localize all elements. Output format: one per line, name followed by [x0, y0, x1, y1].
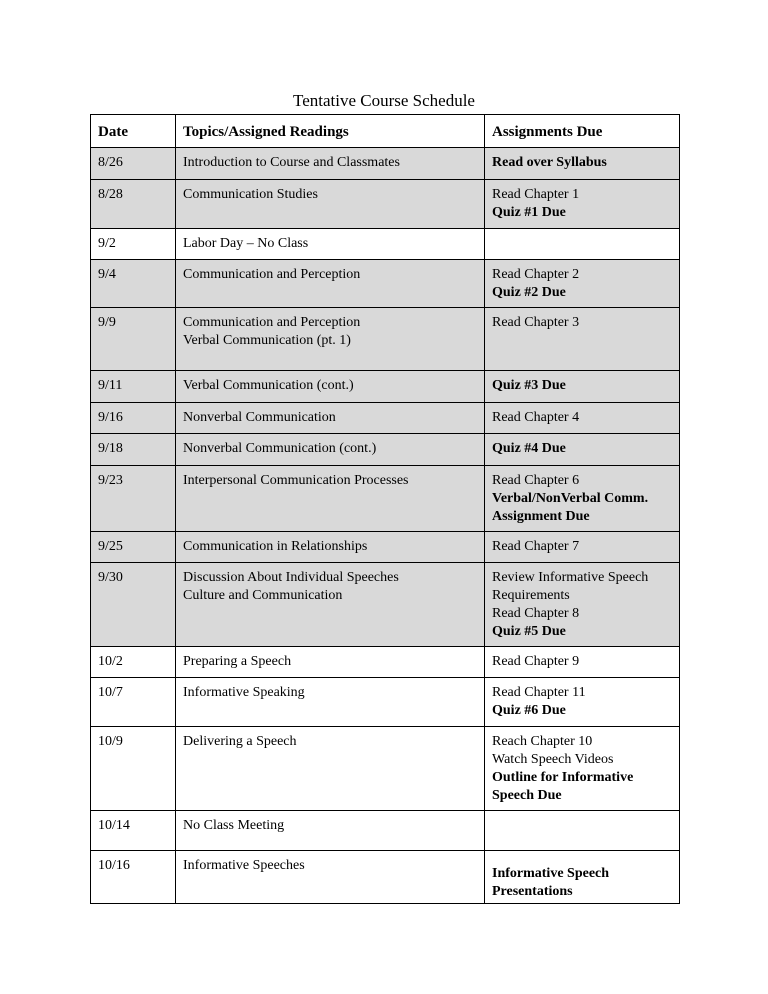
topic-line: Labor Day – No Class	[183, 236, 309, 251]
topics-cell	[176, 229, 485, 260]
assignment-line: Read Chapter 4	[492, 410, 580, 425]
date-cell: 9/16	[91, 403, 176, 434]
assignments-cell	[485, 851, 680, 904]
date-cell: 10/9	[91, 727, 176, 811]
topics-cell	[176, 851, 485, 904]
table-row	[91, 466, 680, 532]
assignment-line: Quiz #3 Due	[492, 378, 566, 393]
topic-line: Nonverbal Communication (cont.)	[183, 441, 377, 456]
date-cell: 9/11	[91, 371, 176, 403]
assignment-line: Watch Speech Videos	[492, 752, 614, 767]
assignments-cell	[485, 532, 680, 563]
assignments-cell	[485, 563, 680, 647]
assignments-cell	[485, 434, 680, 466]
topics-cell	[176, 647, 485, 678]
assignment-line: Speech Due	[492, 788, 562, 803]
topics-cell	[176, 371, 485, 403]
table-row	[91, 148, 680, 180]
header-assignments: Assignments Due	[485, 115, 680, 148]
topic-line: Communication and Perception	[183, 315, 361, 330]
page-title: Tentative Course Schedule	[293, 91, 475, 110]
topic-line: Verbal Communication (pt. 1)	[183, 333, 351, 348]
table-row	[91, 811, 680, 851]
date-cell: 10/14	[91, 811, 176, 851]
assignment-line: Assignment Due	[492, 509, 590, 524]
topic-line: Delivering a Speech	[183, 734, 297, 749]
table-row	[91, 180, 680, 229]
topic-line: Preparing a Speech	[183, 654, 292, 669]
assignments-cell	[485, 466, 680, 532]
date-cell: 10/16	[91, 851, 176, 904]
table-row	[91, 403, 680, 434]
schedule-body	[91, 148, 680, 904]
topic-line: Discussion About Individual Speeches	[183, 570, 399, 585]
topic-line: Communication in Relationships	[183, 539, 368, 554]
date-cell: 8/28	[91, 180, 176, 229]
assignments-cell	[485, 678, 680, 727]
date-cell: 9/25	[91, 532, 176, 563]
assignment-line: Presentations	[492, 884, 573, 899]
assignments-cell	[485, 148, 680, 180]
assignment-line: Quiz #4 Due	[492, 441, 566, 456]
date-cell: 9/9	[91, 308, 176, 371]
topics-cell	[176, 678, 485, 727]
assignment-line: Read Chapter 3	[492, 315, 580, 330]
topic-line: Nonverbal Communication	[183, 410, 336, 425]
topic-line: No Class Meeting	[183, 818, 285, 833]
date-cell: 8/26	[91, 148, 176, 180]
table-row	[91, 229, 680, 260]
date-cell: 9/4	[91, 260, 176, 308]
assignment-line: Quiz #6 Due	[492, 703, 566, 718]
assignments-cell	[485, 647, 680, 678]
assignment-line: Read Chapter 6	[492, 473, 580, 488]
topic-line: Culture and Communication	[183, 588, 343, 603]
topic-line: Communication Studies	[183, 187, 318, 202]
topics-cell	[176, 308, 485, 371]
table-row	[91, 563, 680, 647]
assignment-line: Read Chapter 8	[492, 606, 580, 621]
date-cell: 9/23	[91, 466, 176, 532]
table-row	[91, 727, 680, 811]
table-row	[91, 678, 680, 727]
assignment-line: Quiz #1 Due	[492, 205, 566, 220]
table-row	[91, 371, 680, 403]
assignments-cell	[485, 229, 680, 260]
date-cell: 10/7	[91, 678, 176, 727]
topics-cell	[176, 434, 485, 466]
topic-line: Introduction to Course and Classmates	[183, 155, 400, 170]
assignment-line: Read Chapter 2	[492, 267, 580, 282]
assignments-cell	[485, 180, 680, 229]
assignment-line: Read Chapter 11	[492, 685, 586, 700]
topics-cell	[176, 260, 485, 308]
header-topics: Topics/Assigned Readings	[176, 115, 485, 148]
assignment-line: Read Chapter 7	[492, 539, 580, 554]
table-row	[91, 434, 680, 466]
date-cell: 9/30	[91, 563, 176, 647]
assignment-line: Read Chapter 9	[492, 654, 580, 669]
assignment-line: Quiz #2 Due	[492, 285, 566, 300]
topics-cell	[176, 727, 485, 811]
header-date: Date	[91, 115, 176, 148]
assignment-line: Quiz #5 Due	[492, 624, 566, 639]
assignment-line: Verbal/NonVerbal Comm.	[492, 491, 649, 506]
assignments-cell	[485, 811, 680, 851]
assignment-line: Informative Speech	[492, 866, 610, 881]
table-row	[91, 647, 680, 678]
assignment-line: Read over Syllabus	[492, 155, 607, 170]
topics-cell	[176, 811, 485, 851]
topic-line: Interpersonal Communication Processes	[183, 473, 409, 488]
date-cell: 9/18	[91, 434, 176, 466]
assignment-line: Requirements	[492, 588, 570, 603]
date-cell: 10/2	[91, 647, 176, 678]
topics-cell	[176, 403, 485, 434]
table-row	[91, 851, 680, 904]
assignment-line: Review Informative Speech	[492, 570, 649, 585]
assignments-cell	[485, 260, 680, 308]
topics-cell	[176, 148, 485, 180]
header-row	[91, 115, 680, 148]
assignments-cell	[485, 371, 680, 403]
assignments-cell	[485, 308, 680, 371]
assignments-cell	[485, 403, 680, 434]
topics-cell	[176, 532, 485, 563]
topics-cell	[176, 563, 485, 647]
date-cell: 9/2	[91, 229, 176, 260]
assignment-line: Outline for Informative	[492, 770, 634, 785]
table-row	[91, 532, 680, 563]
topic-line: Informative Speeches	[183, 858, 305, 873]
topic-line: Informative Speaking	[183, 685, 305, 700]
topic-line: Verbal Communication (cont.)	[183, 378, 354, 393]
table-row	[91, 260, 680, 308]
assignment-line: Reach Chapter 10	[492, 734, 593, 749]
table-row	[91, 308, 680, 371]
assignments-cell	[485, 727, 680, 811]
schedule-table	[90, 114, 680, 904]
topics-cell	[176, 180, 485, 229]
topics-cell	[176, 466, 485, 532]
assignment-line: Read Chapter 1	[492, 187, 580, 202]
topic-line: Communication and Perception	[183, 267, 361, 282]
